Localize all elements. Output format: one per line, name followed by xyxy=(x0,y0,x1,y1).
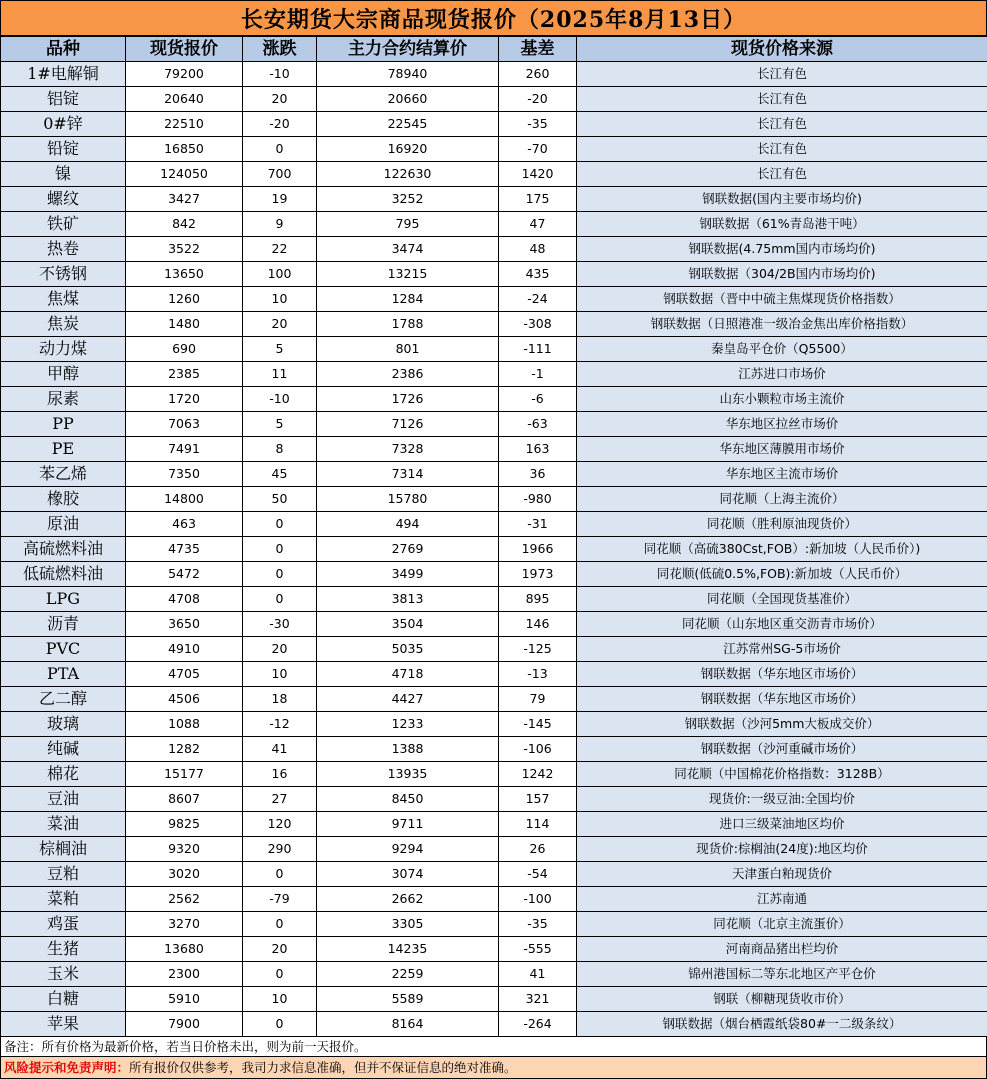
change-cell: 16 xyxy=(243,762,317,787)
settlement-cell: 3305 xyxy=(317,912,499,937)
table-body xyxy=(1,62,987,1037)
source-cell: 钢联数据(4.75mm国内市场均价) xyxy=(577,237,987,262)
spot-price-cell: 3020 xyxy=(126,862,243,887)
sheet-title: 长安期货大宗商品现货报价（2025年8月13日） xyxy=(0,0,987,36)
variety-cell: 橡胶 xyxy=(1,487,126,512)
settlement-cell: 9711 xyxy=(317,812,499,837)
table-row xyxy=(1,237,987,262)
change-cell: 0 xyxy=(243,537,317,562)
change-cell: 10 xyxy=(243,662,317,687)
variety-cell: 镍 xyxy=(1,162,126,187)
table-row xyxy=(1,887,987,912)
table-row xyxy=(1,912,987,937)
table-row xyxy=(1,262,987,287)
basis-cell: 36 xyxy=(499,462,577,487)
change-cell: 18 xyxy=(243,687,317,712)
basis-cell: 1420 xyxy=(499,162,577,187)
variety-cell: 纯碱 xyxy=(1,737,126,762)
change-cell: 10 xyxy=(243,287,317,312)
variety-cell: 沥青 xyxy=(1,612,126,637)
change-cell: 9 xyxy=(243,212,317,237)
variety-cell: 高硫燃料油 xyxy=(1,537,126,562)
source-cell: 长江有色 xyxy=(577,112,987,137)
source-cell: 河南商品猪出栏均价 xyxy=(577,937,987,962)
change-cell: 0 xyxy=(243,912,317,937)
spot-price-cell: 2300 xyxy=(126,962,243,987)
variety-cell: 0#锌 xyxy=(1,112,126,137)
change-cell: 5 xyxy=(243,337,317,362)
source-cell: 秦皇岛平仓价（Q5500） xyxy=(577,337,987,362)
basis-cell: -35 xyxy=(499,112,577,137)
spot-price-cell: 5472 xyxy=(126,562,243,587)
spot-price-cell: 14800 xyxy=(126,487,243,512)
basis-cell: 157 xyxy=(499,787,577,812)
col-header-settlement: 主力合约结算价 xyxy=(317,37,499,62)
source-cell: 华东地区主流市场价 xyxy=(577,462,987,487)
variety-cell: 铝锭 xyxy=(1,87,126,112)
settlement-cell: 22545 xyxy=(317,112,499,137)
basis-cell: 1973 xyxy=(499,562,577,587)
spot-price-cell: 4910 xyxy=(126,637,243,662)
variety-cell: 不锈钢 xyxy=(1,262,126,287)
variety-cell: 原油 xyxy=(1,512,126,537)
change-cell: -30 xyxy=(243,612,317,637)
spot-price-cell: 124050 xyxy=(126,162,243,187)
table-row xyxy=(1,62,987,87)
table-row xyxy=(1,812,987,837)
basis-cell: 79 xyxy=(499,687,577,712)
source-cell: 同花顺（中国棉花价格指数：3128B） xyxy=(577,762,987,787)
spot-price-cell: 3522 xyxy=(126,237,243,262)
variety-cell: 生猪 xyxy=(1,937,126,962)
change-cell: 0 xyxy=(243,512,317,537)
change-cell: 45 xyxy=(243,462,317,487)
basis-cell: -980 xyxy=(499,487,577,512)
source-cell: 华东地区薄膜用市场价 xyxy=(577,437,987,462)
variety-cell: 乙二醇 xyxy=(1,687,126,712)
change-cell: 11 xyxy=(243,362,317,387)
source-cell: 长江有色 xyxy=(577,162,987,187)
table-row xyxy=(1,212,987,237)
table-row xyxy=(1,737,987,762)
basis-cell: -13 xyxy=(499,662,577,687)
table-row xyxy=(1,112,987,137)
spot-price-cell: 4735 xyxy=(126,537,243,562)
basis-cell: 48 xyxy=(499,237,577,262)
basis-cell: 146 xyxy=(499,612,577,637)
source-cell: 同花顺（山东地区重交沥青市场价） xyxy=(577,612,987,637)
risk-disclaimer xyxy=(0,1057,987,1079)
table-row xyxy=(1,962,987,987)
change-cell: 700 xyxy=(243,162,317,187)
settlement-cell: 795 xyxy=(317,212,499,237)
settlement-cell: 9294 xyxy=(317,837,499,862)
spot-price-cell: 3650 xyxy=(126,612,243,637)
table-row xyxy=(1,1012,987,1037)
source-cell: 钢联数据（华东地区市场价） xyxy=(577,662,987,687)
basis-cell: -70 xyxy=(499,137,577,162)
variety-cell: PP xyxy=(1,412,126,437)
table-row xyxy=(1,162,987,187)
change-cell: 0 xyxy=(243,587,317,612)
source-cell: 同花顺（高硫380Cst,FOB）:新加坡（人民币价）) xyxy=(577,537,987,562)
spot-price-cell: 9825 xyxy=(126,812,243,837)
change-cell: 50 xyxy=(243,487,317,512)
source-cell: 钢联数据（61%青岛港干吨） xyxy=(577,212,987,237)
variety-cell: 菜油 xyxy=(1,812,126,837)
table-row xyxy=(1,287,987,312)
source-cell: 同花顺(低硫0.5%,FOB):新加坡（人民币价） xyxy=(577,562,987,587)
change-cell: 290 xyxy=(243,837,317,862)
variety-cell: 棕榈油 xyxy=(1,837,126,862)
spot-price-cell: 4705 xyxy=(126,662,243,687)
source-cell: 现货价:棕榈油(24度):地区均价 xyxy=(577,837,987,862)
change-cell: 100 xyxy=(243,262,317,287)
spot-price-cell: 1088 xyxy=(126,712,243,737)
change-cell: 0 xyxy=(243,962,317,987)
source-cell: 钢联数据（304/2B国内市场均价) xyxy=(577,262,987,287)
variety-cell: 铅锭 xyxy=(1,137,126,162)
basis-cell: -1 xyxy=(499,362,577,387)
spot-price-cell: 13680 xyxy=(126,937,243,962)
table-row xyxy=(1,587,987,612)
settlement-cell: 5589 xyxy=(317,987,499,1012)
basis-cell: 321 xyxy=(499,987,577,1012)
header-row xyxy=(1,37,987,62)
spot-price-cell: 3270 xyxy=(126,912,243,937)
settlement-cell: 1233 xyxy=(317,712,499,737)
change-cell: -20 xyxy=(243,112,317,137)
variety-cell: 热卷 xyxy=(1,237,126,262)
source-cell: 钢联数据（日照港准一级冶金焦出库价格指数） xyxy=(577,312,987,337)
source-cell: 江苏常州SG-5市场价 xyxy=(577,637,987,662)
spot-price-cell: 20640 xyxy=(126,87,243,112)
variety-cell: 鸡蛋 xyxy=(1,912,126,937)
col-header-variety: 品种 xyxy=(1,37,126,62)
risk-label: 风险提示和免责声明： xyxy=(4,1060,129,1075)
basis-cell: -20 xyxy=(499,87,577,112)
spot-price-cell: 7491 xyxy=(126,437,243,462)
spot-price-cell: 4506 xyxy=(126,687,243,712)
spot-price-cell: 1480 xyxy=(126,312,243,337)
basis-cell: -555 xyxy=(499,937,577,962)
variety-cell: 低硫燃料油 xyxy=(1,562,126,587)
spot-price-cell: 79200 xyxy=(126,62,243,87)
spot-price-cell: 13650 xyxy=(126,262,243,287)
change-cell: 10 xyxy=(243,987,317,1012)
source-cell: 天津蛋白粕现货价 xyxy=(577,862,987,887)
change-cell: 0 xyxy=(243,562,317,587)
table-row xyxy=(1,187,987,212)
table-row xyxy=(1,837,987,862)
table-row xyxy=(1,712,987,737)
variety-cell: 豆粕 xyxy=(1,862,126,887)
change-cell: 19 xyxy=(243,187,317,212)
settlement-cell: 1388 xyxy=(317,737,499,762)
settlement-cell: 494 xyxy=(317,512,499,537)
source-cell: 钢联数据（沙河重碱市场价） xyxy=(577,737,987,762)
source-cell: 锦州港国标二等东北地区产平仓价 xyxy=(577,962,987,987)
settlement-cell: 3504 xyxy=(317,612,499,637)
spot-price-cell: 842 xyxy=(126,212,243,237)
spot-price-cell: 690 xyxy=(126,337,243,362)
settlement-cell: 16920 xyxy=(317,137,499,162)
change-cell: 8 xyxy=(243,437,317,462)
source-cell: 同花顺（北京主流蛋价） xyxy=(577,912,987,937)
table-row xyxy=(1,562,987,587)
basis-cell: -54 xyxy=(499,862,577,887)
col-header-change: 涨跌 xyxy=(243,37,317,62)
table-row xyxy=(1,362,987,387)
basis-cell: 163 xyxy=(499,437,577,462)
settlement-cell: 8164 xyxy=(317,1012,499,1037)
settlement-cell: 7314 xyxy=(317,462,499,487)
basis-cell: -24 xyxy=(499,287,577,312)
table-row xyxy=(1,787,987,812)
variety-cell: 1#电解铜 xyxy=(1,62,126,87)
settlement-cell: 1726 xyxy=(317,387,499,412)
variety-cell: 白糖 xyxy=(1,987,126,1012)
basis-cell: 435 xyxy=(499,262,577,287)
basis-cell: -106 xyxy=(499,737,577,762)
source-cell: 钢联（柳糖现货收市价） xyxy=(577,987,987,1012)
change-cell: -10 xyxy=(243,62,317,87)
basis-cell: 175 xyxy=(499,187,577,212)
settlement-cell: 14235 xyxy=(317,937,499,962)
basis-cell: -100 xyxy=(499,887,577,912)
table-row xyxy=(1,862,987,887)
table-row xyxy=(1,137,987,162)
variety-cell: 玉米 xyxy=(1,962,126,987)
source-cell: 钢联数据(国内主要市场均价) xyxy=(577,187,987,212)
variety-cell: 尿素 xyxy=(1,387,126,412)
settlement-cell: 13215 xyxy=(317,262,499,287)
variety-cell: 棉花 xyxy=(1,762,126,787)
source-cell: 钢联数据（晋中中硫主焦煤现货价格指数） xyxy=(577,287,987,312)
basis-cell: 41 xyxy=(499,962,577,987)
change-cell: 5 xyxy=(243,412,317,437)
source-cell: 同花顺（全国现货基准价） xyxy=(577,587,987,612)
source-cell: 钢联数据（沙河5mm大板成交价） xyxy=(577,712,987,737)
change-cell: 20 xyxy=(243,637,317,662)
spot-price-cell: 2385 xyxy=(126,362,243,387)
basis-cell: -264 xyxy=(499,1012,577,1037)
variety-cell: 焦煤 xyxy=(1,287,126,312)
change-cell: 120 xyxy=(243,812,317,837)
table-row xyxy=(1,662,987,687)
table-row xyxy=(1,437,987,462)
table-row xyxy=(1,937,987,962)
settlement-cell: 3074 xyxy=(317,862,499,887)
spot-price-cell: 15177 xyxy=(126,762,243,787)
variety-cell: PE xyxy=(1,437,126,462)
source-cell: 江苏南通 xyxy=(577,887,987,912)
spot-price-cell: 7063 xyxy=(126,412,243,437)
spot-price-cell: 1720 xyxy=(126,387,243,412)
variety-cell: PVC xyxy=(1,637,126,662)
basis-cell: 114 xyxy=(499,812,577,837)
col-header-spot-price: 现货报价 xyxy=(126,37,243,62)
col-header-basis: 基差 xyxy=(499,37,577,62)
spot-price-cell: 9320 xyxy=(126,837,243,862)
settlement-cell: 8450 xyxy=(317,787,499,812)
basis-cell: -31 xyxy=(499,512,577,537)
settlement-cell: 7126 xyxy=(317,412,499,437)
basis-cell: -125 xyxy=(499,637,577,662)
spot-price-cell: 463 xyxy=(126,512,243,537)
table-row xyxy=(1,487,987,512)
variety-cell: LPG xyxy=(1,587,126,612)
settlement-cell: 78940 xyxy=(317,62,499,87)
basis-cell: 1242 xyxy=(499,762,577,787)
variety-cell: 苯乙烯 xyxy=(1,462,126,487)
source-cell: 同花顺（上海主流价） xyxy=(577,487,987,512)
change-cell: -79 xyxy=(243,887,317,912)
basis-cell: 260 xyxy=(499,62,577,87)
basis-cell: 895 xyxy=(499,587,577,612)
change-cell: 0 xyxy=(243,862,317,887)
spot-price-cell: 2562 xyxy=(126,887,243,912)
risk-text: 所有报价仅供参考，我司力求信息准确，但并不保证信息的绝对准确。 xyxy=(129,1060,517,1075)
table-row xyxy=(1,637,987,662)
source-cell: 钢联数据（烟台栖霞纸袋80#一二级条纹） xyxy=(577,1012,987,1037)
table-row xyxy=(1,462,987,487)
settlement-cell: 2769 xyxy=(317,537,499,562)
settlement-cell: 1788 xyxy=(317,312,499,337)
settlement-cell: 2662 xyxy=(317,887,499,912)
settlement-cell: 20660 xyxy=(317,87,499,112)
spot-price-cell: 8607 xyxy=(126,787,243,812)
variety-cell: 螺纹 xyxy=(1,187,126,212)
spot-price-cell: 7350 xyxy=(126,462,243,487)
change-cell: 41 xyxy=(243,737,317,762)
table-row xyxy=(1,537,987,562)
variety-cell: 焦炭 xyxy=(1,312,126,337)
source-cell: 长江有色 xyxy=(577,87,987,112)
table-row xyxy=(1,612,987,637)
settlement-cell: 801 xyxy=(317,337,499,362)
source-cell: 长江有色 xyxy=(577,137,987,162)
settlement-cell: 4718 xyxy=(317,662,499,687)
variety-cell: 豆油 xyxy=(1,787,126,812)
change-cell: -12 xyxy=(243,712,317,737)
settlement-cell: 15780 xyxy=(317,487,499,512)
table-row xyxy=(1,337,987,362)
table-row xyxy=(1,412,987,437)
source-cell: 同花顺（胜利原油现货价） xyxy=(577,512,987,537)
change-cell: 27 xyxy=(243,787,317,812)
spot-price-cell: 1282 xyxy=(126,737,243,762)
settlement-cell: 5035 xyxy=(317,637,499,662)
basis-cell: -63 xyxy=(499,412,577,437)
table-row xyxy=(1,312,987,337)
change-cell: -10 xyxy=(243,387,317,412)
basis-cell: 26 xyxy=(499,837,577,862)
spot-price-cell: 4708 xyxy=(126,587,243,612)
basis-cell: 1966 xyxy=(499,537,577,562)
settlement-cell: 2386 xyxy=(317,362,499,387)
variety-cell: 铁矿 xyxy=(1,212,126,237)
table-row xyxy=(1,87,987,112)
quote-table xyxy=(0,36,987,1037)
change-cell: 22 xyxy=(243,237,317,262)
table-row xyxy=(1,387,987,412)
variety-cell: 动力煤 xyxy=(1,337,126,362)
table-row xyxy=(1,687,987,712)
settlement-cell: 3813 xyxy=(317,587,499,612)
spot-price-cell: 22510 xyxy=(126,112,243,137)
basis-cell: -35 xyxy=(499,912,577,937)
settlement-cell: 4427 xyxy=(317,687,499,712)
spot-price-cell: 7900 xyxy=(126,1012,243,1037)
col-header-source: 现货价格来源 xyxy=(577,37,987,62)
change-cell: 20 xyxy=(243,312,317,337)
table-row xyxy=(1,512,987,537)
source-cell: 长江有色 xyxy=(577,62,987,87)
spot-price-cell: 16850 xyxy=(126,137,243,162)
settlement-cell: 122630 xyxy=(317,162,499,187)
table-row xyxy=(1,762,987,787)
change-cell: 20 xyxy=(243,937,317,962)
variety-cell: PTA xyxy=(1,662,126,687)
settlement-cell: 7328 xyxy=(317,437,499,462)
settlement-cell: 2259 xyxy=(317,962,499,987)
source-cell: 山东小颗粒市场主流价 xyxy=(577,387,987,412)
settlement-cell: 1284 xyxy=(317,287,499,312)
basis-cell: -111 xyxy=(499,337,577,362)
source-cell: 江苏进口市场价 xyxy=(577,362,987,387)
basis-cell: -6 xyxy=(499,387,577,412)
basis-cell: -308 xyxy=(499,312,577,337)
settlement-cell: 3499 xyxy=(317,562,499,587)
source-cell: 进口三级菜油地区均价 xyxy=(577,812,987,837)
change-cell: 20 xyxy=(243,87,317,112)
source-cell: 钢联数据（华东地区市场价） xyxy=(577,687,987,712)
basis-cell: -145 xyxy=(499,712,577,737)
source-cell: 华东地区拉丝市场价 xyxy=(577,412,987,437)
variety-cell: 玻璃 xyxy=(1,712,126,737)
table-row xyxy=(1,987,987,1012)
variety-cell: 甲醇 xyxy=(1,362,126,387)
footnote: 备注：所有价格为最新价格，若当日价格未出，则为前一天报价。 xyxy=(0,1037,987,1057)
settlement-cell: 3474 xyxy=(317,237,499,262)
spot-price-cell: 5910 xyxy=(126,987,243,1012)
spot-price-cell: 1260 xyxy=(126,287,243,312)
settlement-cell: 3252 xyxy=(317,187,499,212)
basis-cell: 47 xyxy=(499,212,577,237)
variety-cell: 苹果 xyxy=(1,1012,126,1037)
settlement-cell: 13935 xyxy=(317,762,499,787)
spot-price-cell: 3427 xyxy=(126,187,243,212)
change-cell: 0 xyxy=(243,1012,317,1037)
change-cell: 0 xyxy=(243,137,317,162)
source-cell: 现货价:一级豆油:全国均价 xyxy=(577,787,987,812)
variety-cell: 菜粕 xyxy=(1,887,126,912)
